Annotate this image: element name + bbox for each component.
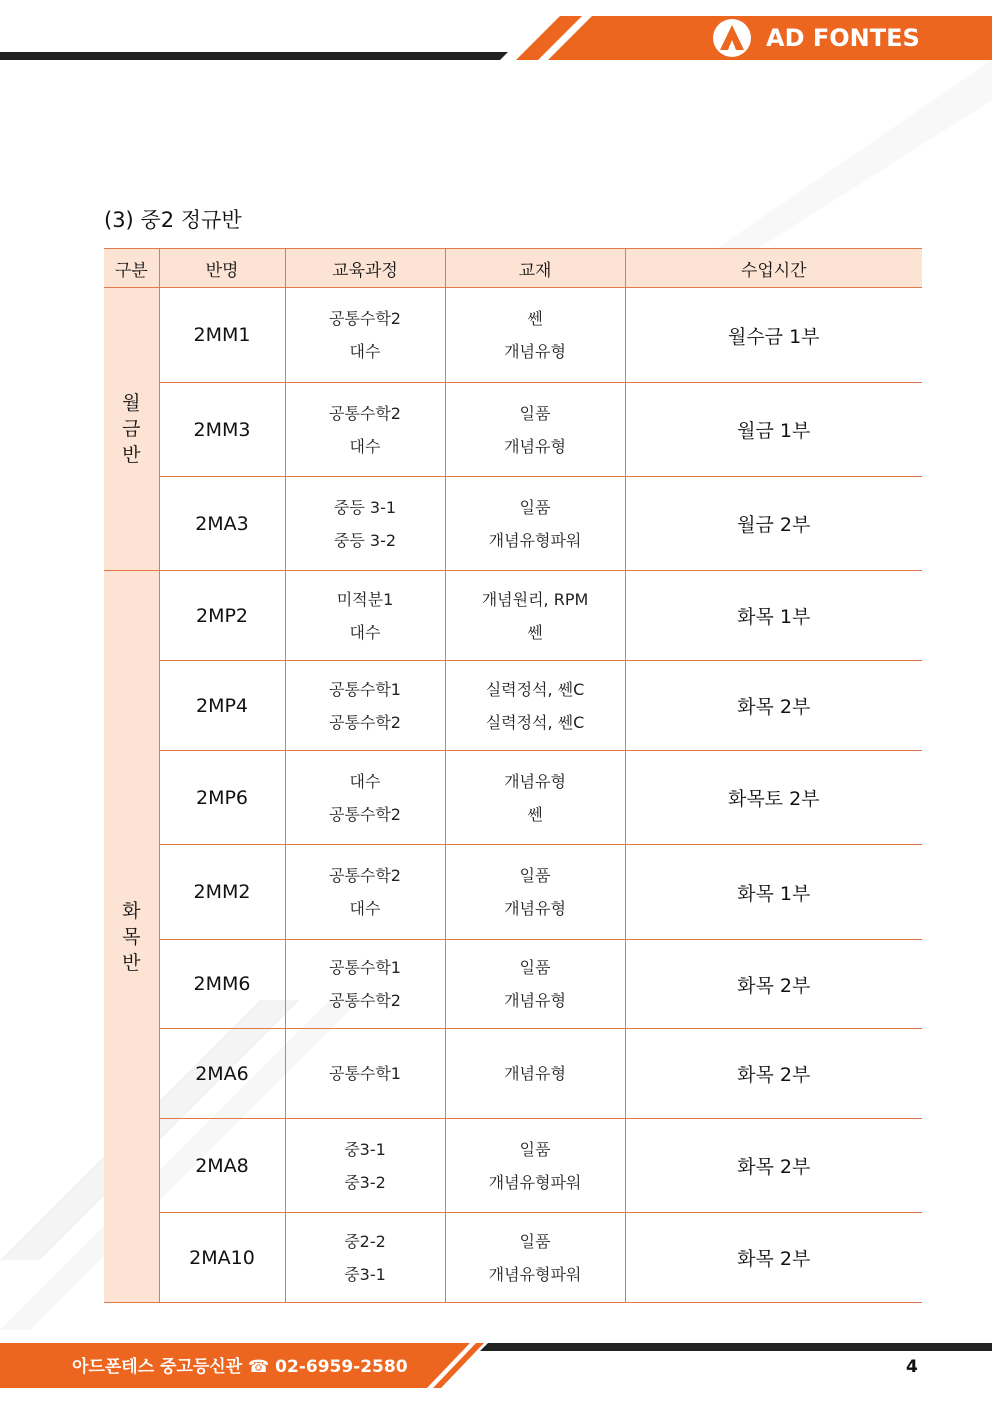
page-number: 4	[906, 1357, 918, 1377]
book-line: 일품	[519, 1139, 551, 1159]
class-time: 화목 2부	[625, 661, 922, 751]
class-name: 2MM3	[159, 383, 285, 477]
group-cell-mon-fri	[104, 288, 159, 571]
footer-dark-band	[480, 1343, 992, 1351]
class-time: 월금 1부	[625, 383, 922, 477]
book-line: 쎈	[527, 804, 543, 824]
course-line: 공통수학2	[328, 712, 401, 732]
table-row	[104, 477, 922, 571]
book-line: 개념유형	[504, 342, 566, 361]
book-cell	[445, 1213, 625, 1303]
book-line: 개념유형	[504, 436, 566, 456]
table-header-row	[104, 249, 922, 288]
class-time: 화목 1부	[625, 845, 922, 940]
book-cell	[445, 751, 625, 845]
course-line: 중등 3-2	[333, 530, 397, 550]
class-name: 2MP4	[159, 661, 285, 751]
book-line: 일품	[519, 866, 551, 885]
book-line: 개념유형	[504, 991, 566, 1010]
class-name: 2MA10	[159, 1213, 285, 1303]
course-cell	[285, 288, 445, 383]
course-cell	[285, 845, 445, 940]
course-line: 대수	[349, 436, 381, 456]
course-cell	[285, 661, 445, 751]
course-cell	[285, 1213, 445, 1303]
table-row	[104, 940, 922, 1029]
book-line: 실력정석, 쎈C	[485, 679, 585, 699]
class-time: 화목 2부	[625, 1119, 922, 1213]
course-line: 대수	[349, 342, 381, 361]
class-time: 화목 2부	[625, 1029, 922, 1119]
section-title: (3) 중2 정규반	[104, 208, 242, 232]
book-line: 개념유형	[504, 899, 566, 918]
book-cell	[445, 845, 625, 940]
column-header-group: 구분	[104, 249, 159, 288]
book-line: 쎈	[527, 622, 543, 642]
group-cell-tue-thu	[104, 571, 159, 1303]
course-line: 중3-2	[344, 1172, 386, 1192]
ad-fontes-logo-icon	[712, 18, 752, 58]
class-name: 2MA8	[159, 1119, 285, 1213]
book-cell	[445, 383, 625, 477]
class-name: 2MM1	[159, 288, 285, 383]
book-line: 개념유형파워	[488, 1172, 582, 1192]
column-header-time: 수업시간	[625, 249, 922, 288]
course-cell	[285, 477, 445, 571]
course-line: 중3-1	[344, 1139, 386, 1159]
course-cell	[285, 751, 445, 845]
class-time: 화목 2부	[625, 1213, 922, 1303]
course-line: 대수	[349, 771, 381, 791]
course-cell	[285, 1119, 445, 1213]
course-line: 공통수학1	[328, 679, 401, 699]
class-time: 화목토 2부	[625, 751, 922, 845]
header-dark-band	[0, 52, 508, 60]
course-line: 대수	[349, 622, 381, 642]
course-cell	[285, 940, 445, 1029]
book-line: 일품	[519, 958, 551, 977]
book-line: 개념유형파워	[488, 530, 582, 550]
table-row	[104, 1029, 922, 1119]
course-line: 대수	[349, 899, 381, 918]
group-label: 월금반	[122, 392, 141, 466]
book-line: 실력정석, 쎈C	[485, 712, 585, 732]
table-row	[104, 288, 922, 383]
column-header-book: 교재	[445, 249, 625, 288]
column-header-course: 교육과정	[285, 249, 445, 288]
class-name: 2MA3	[159, 477, 285, 571]
table-row	[104, 1213, 922, 1303]
book-cell	[445, 288, 625, 383]
table-row	[104, 1119, 922, 1213]
course-line: 공통수학1	[328, 958, 401, 977]
book-cell	[445, 571, 625, 661]
class-schedule-table	[104, 248, 922, 1303]
course-line: 공통수학1	[328, 1064, 401, 1083]
course-line: 공통수학2	[328, 866, 401, 885]
class-name: 2MM6	[159, 940, 285, 1029]
course-cell	[285, 571, 445, 661]
group-label: 화목반	[122, 899, 141, 974]
class-time: 월금 2부	[625, 477, 922, 571]
course-line: 중2-2	[344, 1231, 386, 1251]
course-cell	[285, 1029, 445, 1119]
footer-contact: 아드폰테스 중고등신관 ☎ 02-6959-2580	[72, 1357, 408, 1377]
class-time: 화목 1부	[625, 571, 922, 661]
book-cell	[445, 940, 625, 1029]
course-cell	[285, 383, 445, 477]
class-time: 월수금 1부	[625, 288, 922, 383]
class-time: 화목 2부	[625, 940, 922, 1029]
course-line: 중3-1	[344, 1264, 386, 1284]
book-line: 일품	[519, 497, 551, 517]
course-line: 공통수학2	[328, 309, 401, 328]
table-row	[104, 845, 922, 940]
table-row	[104, 661, 922, 751]
book-line: 개념유형	[504, 1064, 566, 1083]
course-line: 공통수학2	[328, 991, 401, 1010]
column-header-class: 반명	[159, 249, 285, 288]
book-cell	[445, 1119, 625, 1213]
book-line: 일품	[519, 403, 551, 423]
class-name: 2MA6	[159, 1029, 285, 1119]
course-line: 공통수학2	[328, 403, 401, 423]
table-row	[104, 383, 922, 477]
book-cell	[445, 1029, 625, 1119]
book-line: 쎈	[527, 309, 543, 328]
book-cell	[445, 477, 625, 571]
course-line: 중등 3-1	[333, 497, 397, 517]
table-row	[104, 751, 922, 845]
table-row	[104, 571, 922, 661]
course-line: 미적분1	[336, 589, 394, 609]
class-name: 2MP2	[159, 571, 285, 661]
book-line: 개념원리, RPM	[481, 589, 589, 609]
book-line: 개념유형파워	[488, 1264, 582, 1284]
class-name: 2MP6	[159, 751, 285, 845]
book-line: 일품	[519, 1231, 551, 1251]
book-line: 개념유형	[504, 771, 566, 791]
course-line: 공통수학2	[328, 804, 401, 824]
class-name: 2MM2	[159, 845, 285, 940]
brand-name: AD FONTES	[766, 24, 920, 52]
book-cell	[445, 661, 625, 751]
